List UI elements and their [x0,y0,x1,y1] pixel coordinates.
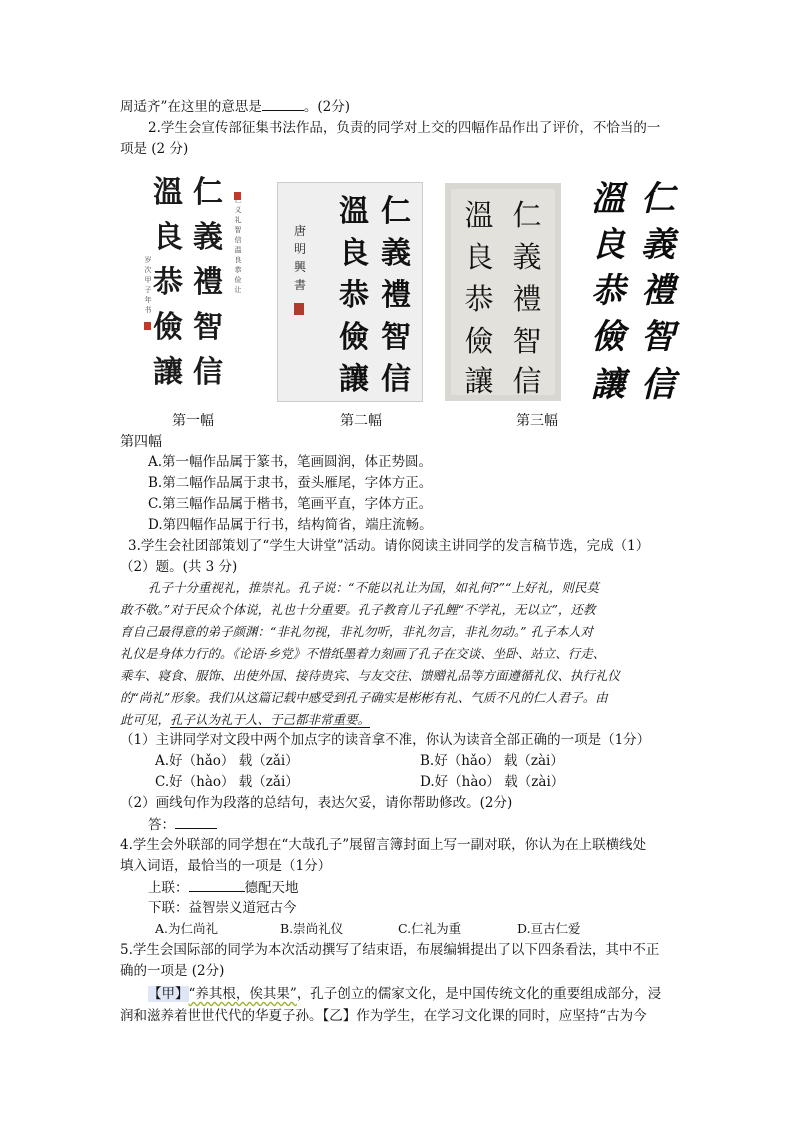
q3-sub2-stem: （2）画线句作为段落的总结句，表达欠妥，请你帮助修改。(2分) [120,795,513,811]
svg-text:信: 信 [381,362,411,397]
svg-text:恭: 恭 [339,278,369,313]
svg-text:禮: 禮 [193,265,223,300]
q5-stem-line1: 5.学生会国际部的同学为本次活动撰写了结束语，布展编辑提出了以下四条看法，其中不正 [120,942,660,958]
q4-stem-line1: 4.学生会外联部的同学想在“大哉孔子”展留言簿封面上写一副对联，你认为在上联横线处 [120,837,647,853]
q5-passage-line1 [148,984,661,1004]
underlined-summary-sentence: 孔子认为礼于人、于己都非常重要。 [170,712,371,727]
svg-text:义: 义 [234,206,242,214]
q3-sub1-option-d: D.好（hào） 载（zài） [420,774,565,790]
svg-text:禮: 禮 [512,282,542,316]
svg-text:儉: 儉 [591,317,625,357]
q4-option-d: D.亘古仁爱 [517,921,581,936]
q4-option-c: C.仁礼为重 [398,921,462,936]
svg-text:禮: 禮 [381,278,411,313]
q3-passage-line3: 育自己最得意的弟子颜渊：“非礼勿视，非礼勿听，非礼勿言，非礼勿动。” 孔子本人对 [120,624,594,639]
q3-passage-line6: 的“尚礼”形象。我们从这篇记载中感受到孔子确实是彬彬有礼、气质不凡的仁人君子。由 [120,690,608,705]
answer-label: 答： [148,817,175,833]
q3-passage-line1: 孔子十分重视礼，推崇礼。孔子说：“不能以礼让为国，如礼何?”“上好礼，则民莫 [148,580,599,595]
svg-text:良: 良 [591,225,625,265]
svg-text:良: 良 [339,236,369,271]
svg-text:義: 義 [193,220,223,255]
q3-sub1-option-b: B.好（hǎo） 载（zài） [420,753,564,769]
svg-text:儉: 儉 [464,324,494,358]
q2-stem-line2: 项是 (2 分) [120,141,189,157]
svg-text:甲: 甲 [144,276,152,284]
caption-artwork-3: 第三幅 [516,413,558,429]
svg-text:溫: 溫 [591,179,625,219]
svg-text:俭: 俭 [234,276,242,284]
svg-text:良: 良 [153,220,183,255]
svg-text:讓: 讓 [153,355,183,390]
svg-text:恭: 恭 [153,265,183,300]
answer-blank [175,814,217,829]
q3-sub1-stem: （1）主讲同学对文段中两个加点字的读音拿不准，你认为读音全部正确的一项是（1分） [120,732,651,748]
q5-passage-line2: 润和滋养着世世代代的华夏子孙。【乙】作为学生，在学习文化课的同时，应坚持“古为今 [120,1008,647,1024]
q3-stem-line2: （2）题。(共 3 分) [120,559,238,575]
question-score: 。(2分) [303,99,351,115]
svg-text:讓: 讓 [339,362,369,397]
q2-option-d: D.第四幅作品属于行书，结构简省，端庄流畅。 [148,517,433,533]
previous-question-tail [120,96,350,117]
svg-text:讓: 讓 [591,365,625,405]
answer-blank [262,96,304,111]
svg-text:让: 让 [234,286,242,294]
svg-text:子: 子 [144,286,152,294]
svg-text:智: 智 [641,317,675,357]
svg-text:儉: 儉 [339,320,369,355]
q2-option-b: B.第二幅作品属于隶书，蚕头雁尾，字体方正。 [148,475,433,491]
calligraphy-artwork-4 [578,170,688,410]
upper-couplet-label: 上联： [148,880,189,896]
q3-passage-line7 [120,710,370,730]
q3-passage-line4: 礼仪是身体力行的。《论语·乡党》不惜纸墨着力刻画了孔子在交谈、坐卧、站立、行走、 [120,646,606,661]
passage-mark-jia: 【甲】 [148,986,189,1002]
svg-text:禮: 禮 [641,271,675,311]
svg-text:书: 书 [144,306,152,314]
svg-text:智: 智 [234,226,242,234]
svg-text:義: 義 [512,240,542,274]
svg-text:智: 智 [512,324,542,358]
seal-script-image [140,172,250,402]
svg-text:恭: 恭 [464,282,494,316]
svg-text:仁: 仁 [512,198,542,232]
svg-text:義: 義 [641,225,675,265]
q5-stem-line2: 确的一项是 (2分) [120,963,225,979]
q2-option-a: A.第一幅作品属于篆书，笔画圆润，体正势圆。 [148,454,433,470]
calligraphy-artwork-3 [445,183,561,401]
svg-text:信: 信 [193,355,223,390]
question-text: 周适齐”在这里的意思是 [120,99,262,115]
svg-text:溫: 溫 [339,194,369,229]
q2-stem-line1: 2.学生会宣传部征集书法作品，负责的同学对上交的四幅作品作出了评价，不恰当的一 [148,120,661,136]
svg-text:信: 信 [234,236,242,244]
q2-option-c: C.第三幅作品属于楷书，笔画平直，字体方正。 [148,496,433,512]
regular-script-image [445,183,561,401]
svg-text:明: 明 [293,242,307,256]
quoted-phrase: “养其根，俟其果” [188,986,297,1002]
svg-text:溫: 溫 [464,198,494,232]
q3-sub1-option-c: C.好（hào） 载（zǎi） [155,774,299,790]
svg-text:良: 良 [464,240,494,274]
svg-text:智: 智 [193,310,223,345]
q3-stem-line1: 3.学生会社团部策划了“学生大讲堂”活动。请你阅读主讲同学的发言稿节选，完成（1） [128,538,650,554]
caption-artwork-1: 第一幅 [172,413,214,429]
svg-text:仁: 仁 [381,194,411,229]
upper-couplet-tail: 德配天地 [244,880,299,896]
svg-text:仁: 仁 [193,175,223,210]
svg-text:義: 義 [381,236,411,271]
svg-text:温: 温 [234,246,242,254]
svg-text:興: 興 [293,260,307,274]
svg-text:信: 信 [641,365,675,405]
svg-text:年: 年 [144,296,152,304]
q3-passage-line2: 敢不敬。”对于民众个体说，礼也十分重要。孔子教育儿子孔鲤“不学礼，无以立”，还教 [120,602,596,617]
q4-option-b: B.崇尚礼仪 [280,921,344,936]
passage-text: 此可见， [120,712,171,727]
svg-text:信: 信 [512,364,542,398]
q3-sub1-option-a: A.好（hǎo） 载（zǎi） [155,753,299,769]
q3-answer-line [148,814,217,835]
svg-text:良: 良 [234,256,242,264]
caption-artwork-4: 第四幅 [120,434,162,450]
svg-text:讓: 讓 [464,364,494,398]
answer-blank [189,877,245,892]
calligraphy-artwork-2 [278,183,422,401]
calligraphy-artwork-1 [140,172,250,402]
q3-passage-line5: 乘车、寝食、服饰、出使外国、接待贵宾、与友交往、馈赠礼品等方面遵循礼仪、执行礼仪 [120,668,621,683]
svg-text:書: 書 [293,278,307,292]
svg-text:礼: 礼 [234,216,242,224]
q4-stem-line2: 填入词语，最恰当的一项是（1分） [120,858,332,874]
running-script-image [578,170,688,410]
passage-text: ，孔子创立的儒家文化，是中国传统文化的重要组成部分，浸 [296,986,662,1002]
svg-text:唐: 唐 [293,224,307,238]
svg-text:仁: 仁 [641,179,675,219]
svg-text:次: 次 [144,266,152,274]
clerical-script-image [278,183,422,401]
svg-text:溫: 溫 [153,175,183,210]
svg-text:恭: 恭 [591,271,625,311]
q4-lower-couplet: 下联：益智崇义道冠古今 [148,900,297,916]
svg-text:恭: 恭 [234,266,242,274]
svg-text:儉: 儉 [153,310,183,345]
q4-upper-couplet [148,877,299,898]
svg-text:岁: 岁 [144,256,152,264]
caption-artwork-2: 第二幅 [340,413,382,429]
svg-text:智: 智 [381,320,411,355]
q4-option-a: A.为仁尚礼 [155,921,219,936]
